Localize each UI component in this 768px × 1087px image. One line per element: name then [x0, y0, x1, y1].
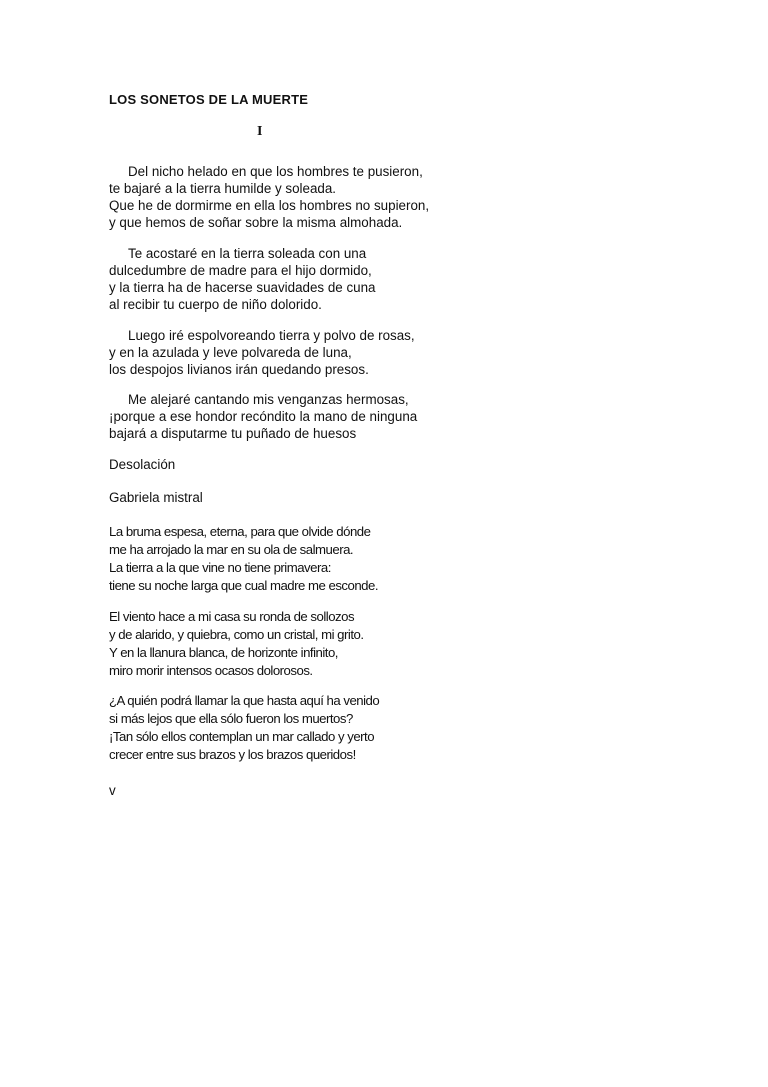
poem-line: y en la azulada y leve polvareda de luna,: [109, 345, 352, 360]
poem-line: tiene su noche larga que cual madre me esconde.: [109, 578, 379, 593]
poem-line: ¡porque a ese hondor recóndito la mano de ninguna: [109, 409, 418, 424]
poem-line: Me alejaré cantando mis venganzas hermosas,: [128, 392, 409, 407]
trailing-text: v: [109, 783, 116, 798]
sonnet-stanza-4: [109, 391, 417, 442]
poem-line: Del nicho helado en que los hombres te pusieron,: [128, 164, 423, 179]
poem-line: Y en la llanura blanca, de horizonte infinito,: [109, 645, 338, 660]
poem-line: Que he de dormirme en ella los hombres no supieron,: [109, 198, 430, 213]
author-name: Gabriela mistral: [109, 490, 203, 505]
poem-line: dulcedumbre de madre para el hijo dormido,: [109, 263, 372, 278]
poem-line: al recibir tu cuerpo de niño dolorido.: [109, 297, 322, 312]
desolacion-stanza-1: [109, 523, 378, 595]
poem-line: bajará a disputarme tu puñado de huesos: [109, 426, 357, 441]
poem-line: La bruma espesa, eterna, para que olvide dónde: [109, 524, 371, 539]
poem-line: te bajaré a la tierra humilde y soleada.: [109, 181, 337, 196]
document-title: LOS SONETOS DE LA MUERTE: [109, 92, 309, 107]
desolacion-stanza-2: [109, 608, 364, 680]
section-numeral: I: [257, 124, 263, 139]
desolacion-stanza-3: [109, 692, 379, 764]
poem-line: La tierra a la que vine no tiene primavera:: [109, 560, 331, 575]
poem-title-desolacion: Desolación: [109, 457, 176, 472]
poem-line: ¿A quién podrá llamar la que hasta aquí ha venido: [109, 693, 380, 708]
poem-line: ¡Tan sólo ellos contemplan un mar callado y yerto: [109, 729, 375, 744]
poem-line: y que hemos de soñar sobre la misma almohada.: [109, 215, 403, 230]
poem-line: y de alarido, y quiebra, como un cristal, mi grito.: [109, 627, 364, 642]
sonnet-stanza-2: [109, 245, 376, 313]
poem-line: los despojos livianos irán quedando presos.: [109, 362, 369, 377]
sonnet-stanza-1: [109, 163, 429, 231]
poem-line: y la tierra ha de hacerse suavidades de cuna: [109, 280, 376, 295]
poem-line: Luego iré espolvoreando tierra y polvo de rosas,: [128, 328, 415, 343]
poem-line: crecer entre sus brazos y los brazos queridos!: [109, 747, 356, 762]
poem-line: miro morir intensos ocasos dolorosos.: [109, 663, 313, 678]
poem-line: me ha arrojado la mar en su ola de salmuera.: [109, 542, 354, 557]
poem-line: si más lejos que ella sólo fueron los muertos?: [109, 711, 353, 726]
poem-line: Te acostaré en la tierra soleada con una: [128, 246, 367, 261]
poem-line: El viento hace a mi casa su ronda de sollozos: [109, 609, 355, 624]
sonnet-stanza-3: [109, 327, 415, 378]
